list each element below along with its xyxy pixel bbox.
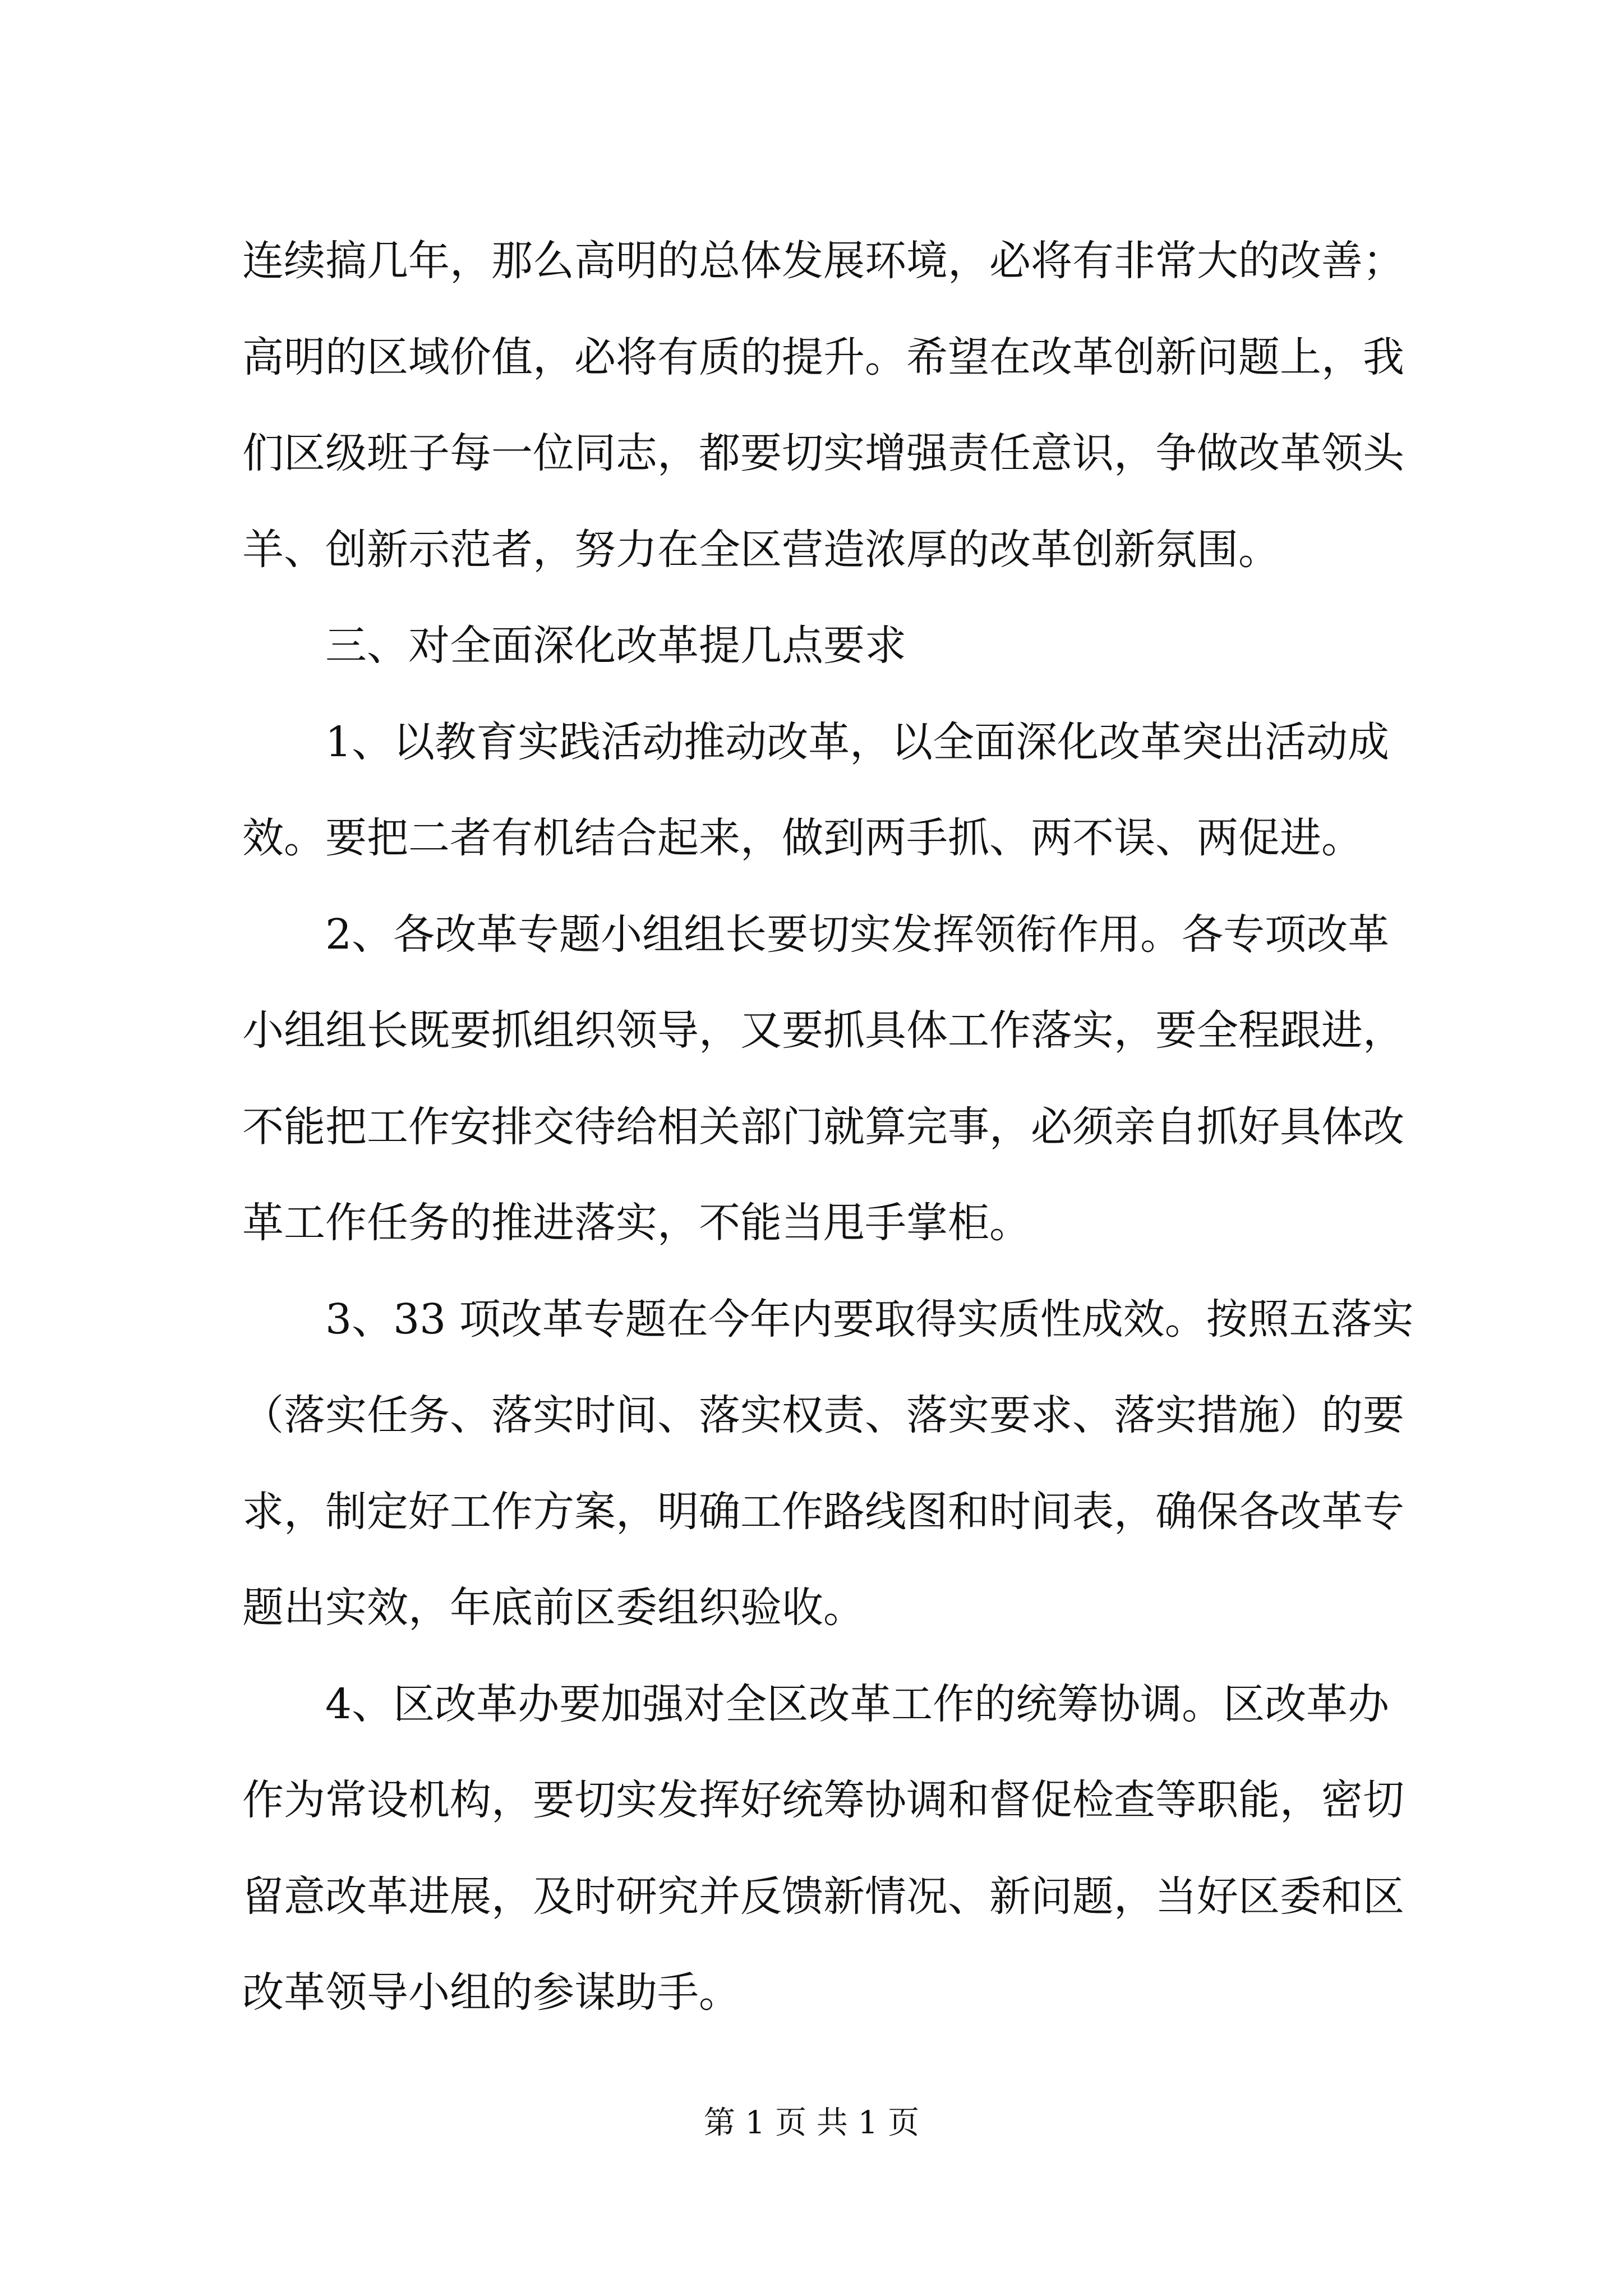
page-number-label: 第 1 页 共 1 页 [703, 2105, 920, 2141]
text-line: 3、33 项改革专题在今年内要取得实质性成效。按照五落实 [325, 1295, 1414, 1343]
text-line: （落实任务、落实时间、落实权责、落实要求、落实措施）的要 [242, 1391, 1404, 1439]
text-line: 1、以教育实践活动推动改革，以全面深化改革突出活动成 [325, 717, 1390, 766]
text-line: 小组组长既要抓组织领导，又要抓具体工作落实，要全程跟进， [242, 1006, 1404, 1055]
text-line: 不能把工作安排交待给相关部门就算完事，必须亲自抓好具体改 [242, 1102, 1404, 1151]
section-heading: 三、对全面深化改革提几点要求 [325, 622, 906, 670]
text-line: 求，制定好工作方案，明确工作路线图和时间表，确保各改革专 [242, 1487, 1404, 1536]
text-line: 高明的区域价值，必将有质的提升。希望在改革创新问题上，我 [242, 333, 1404, 381]
text-line: 羊、创新示范者，努力在全区营造浓厚的改革创新氛围。 [242, 525, 1280, 574]
text-line: 留意改革进展，及时研究并反馈新情况、新问题，当好区委和区 [242, 1872, 1404, 1921]
text-line: 题出实效，年底前区委组织验收。 [242, 1584, 865, 1632]
text-line: 们区级班子每一位同志，都要切实增强责任意识，争做改革领头 [242, 429, 1404, 477]
text-line: 4、区改革办要加强对全区改革工作的统筹协调。区改革办 [325, 1680, 1390, 1728]
text-line: 改革领导小组的参谋助手。 [242, 1968, 740, 2017]
text-line: 作为常设机构，要切实发挥好统筹协调和督促检查等职能，密切 [242, 1776, 1404, 1824]
page-footer [0, 2101, 1623, 2146]
text-line: 连续搞几年，那么高明的总体发展环境，必将有非常大的改善； [242, 237, 1404, 285]
text-line: 革工作任务的推进落实，不能当甩手掌柜。 [242, 1199, 1031, 1247]
text-line: 效。要把二者有机结合起来，做到两手抓、两不误、两促进。 [242, 814, 1363, 862]
document-body [242, 213, 1414, 2041]
text-line: 2、各改革专题小组组长要切实发挥领衔作用。各专项改革 [325, 910, 1390, 959]
